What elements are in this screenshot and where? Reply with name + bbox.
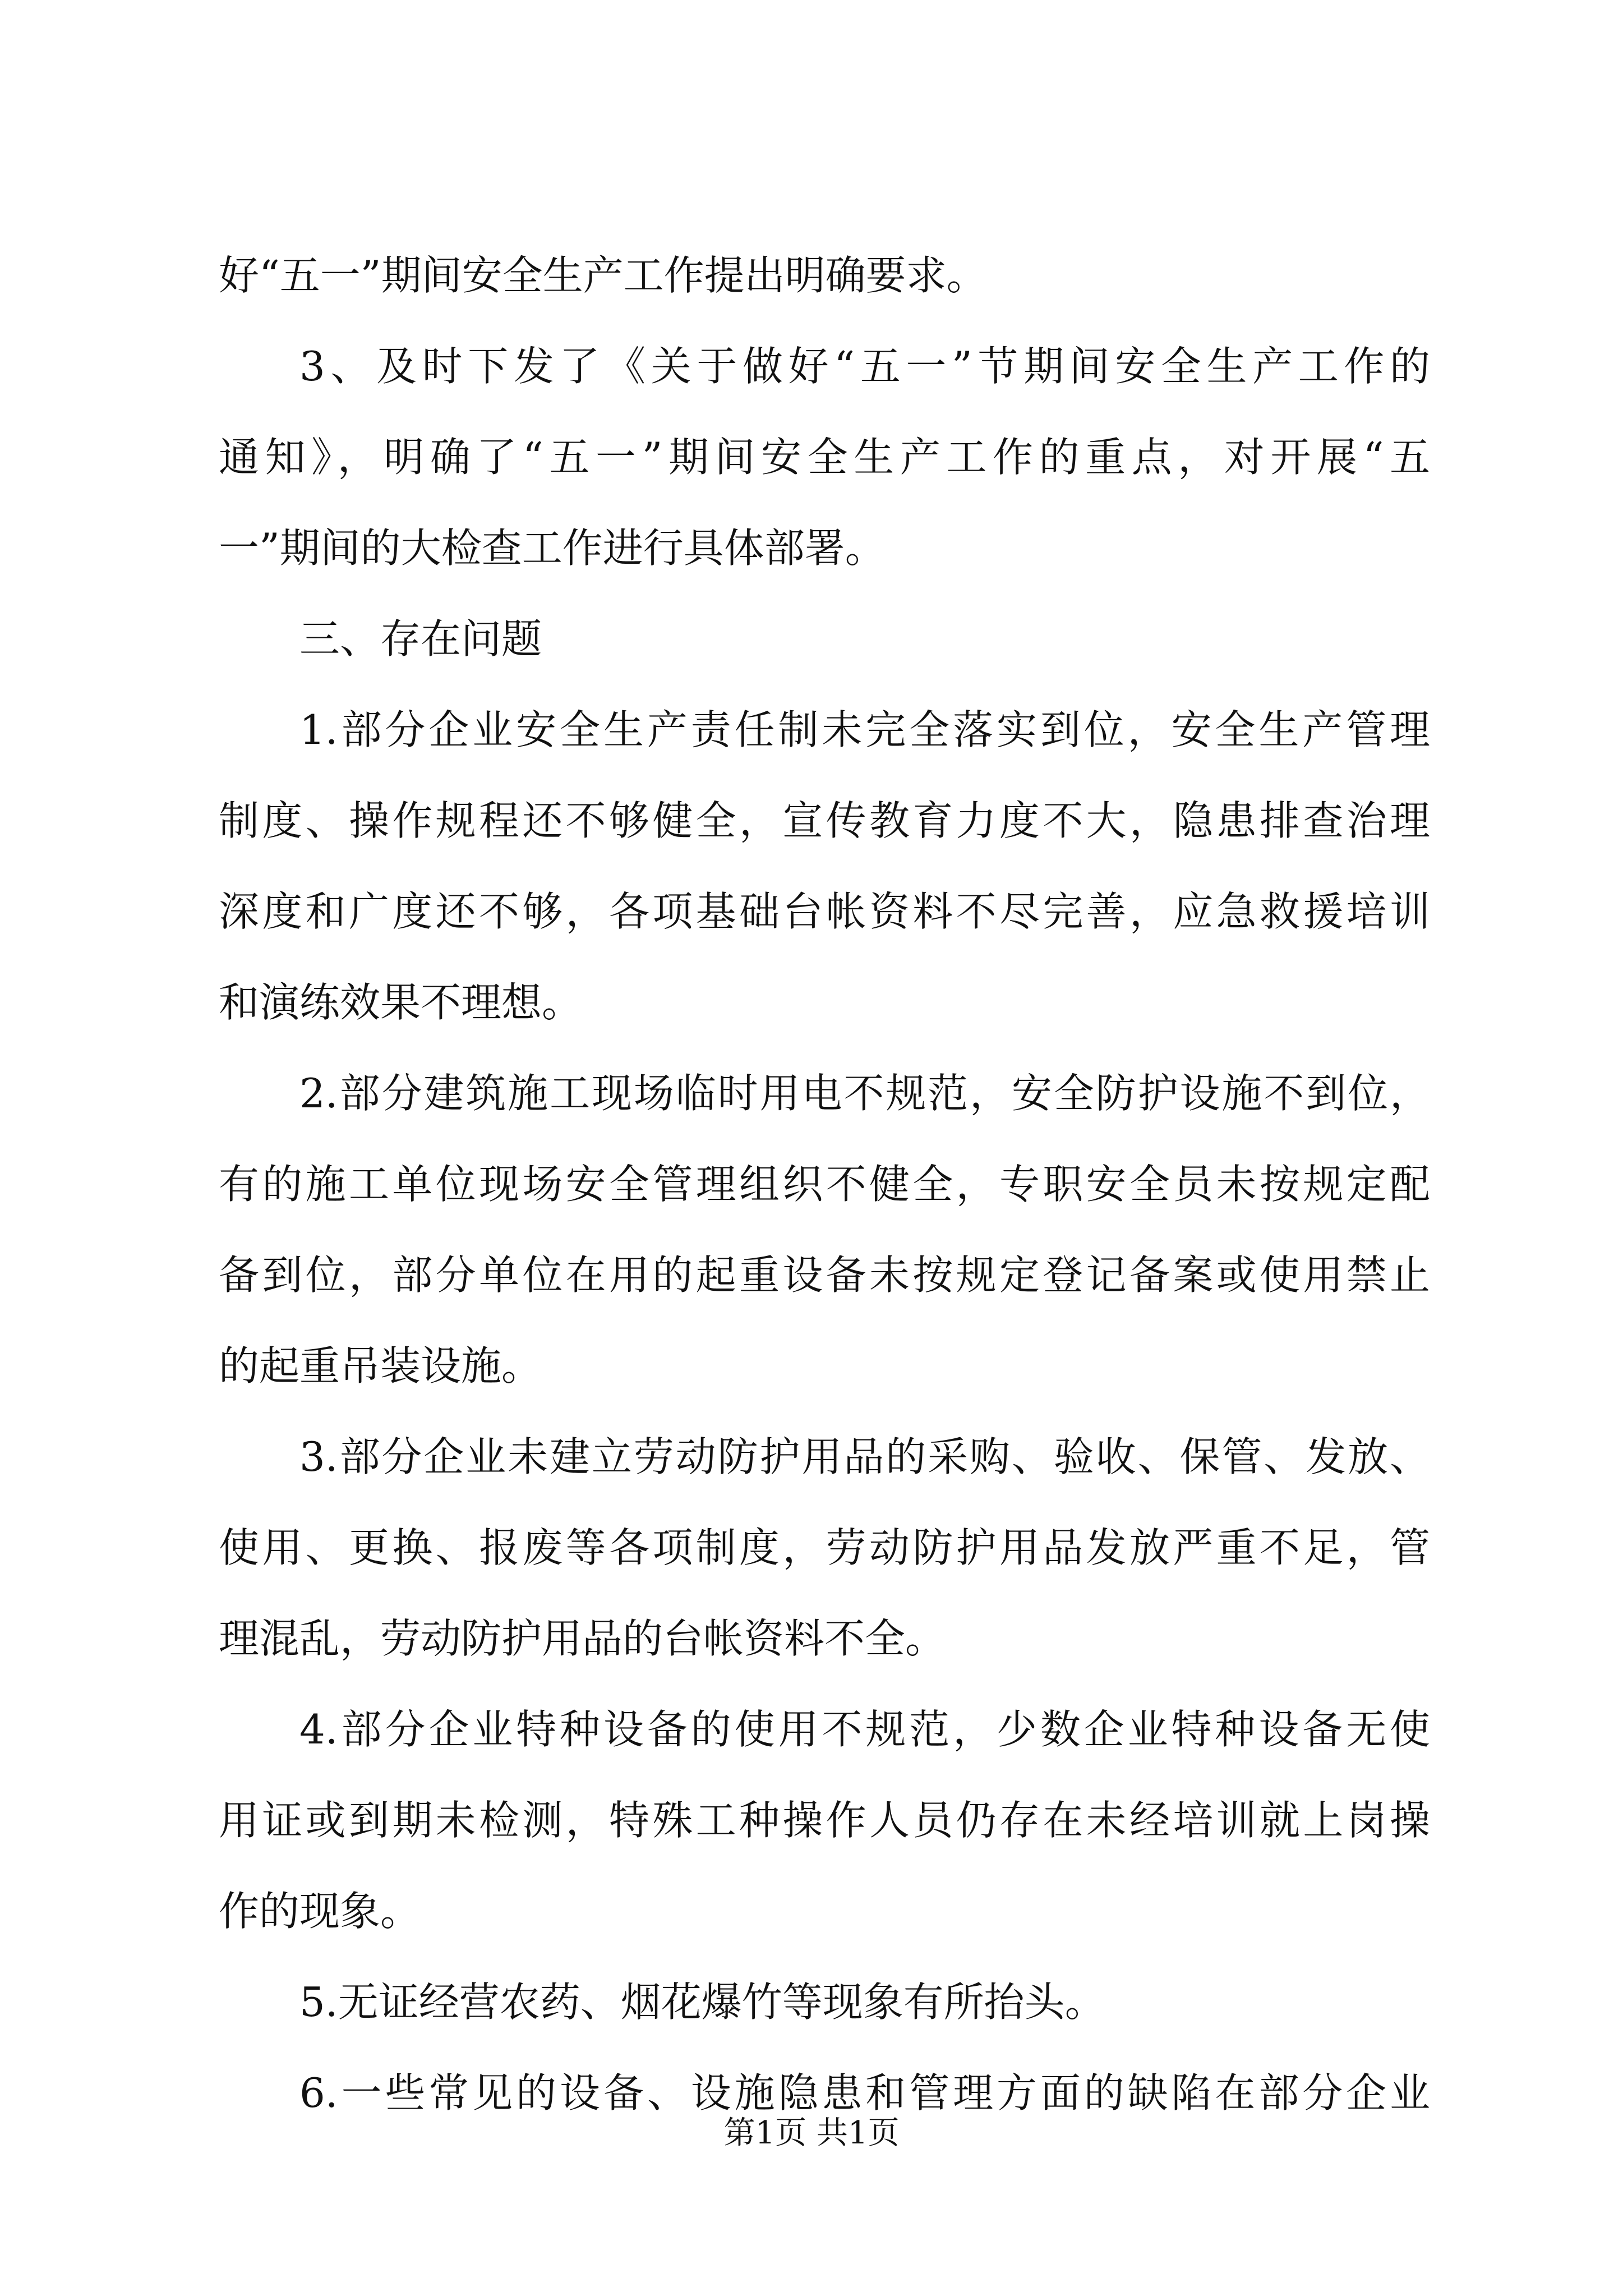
- text-line: 用证或到期未检测，特殊工种操作人员仍存在未经培训就上岗操: [219, 1797, 1430, 1844]
- text-line: 3、及时下发了《关于做好“五一”节期间安全生产工作的: [299, 343, 1430, 390]
- text-line: 有的施工单位现场安全管理组织不健全，专职安全员未按规定配: [219, 1161, 1430, 1208]
- text-line: 1.部分企业安全生产责任制未完全落实到位，安全生产管理: [299, 706, 1430, 753]
- page-footer: 第1页 共1页: [723, 2115, 900, 2151]
- section-heading: 三、存在问题: [299, 615, 542, 662]
- text-line: 作的现象。: [219, 1888, 421, 1935]
- text-line: 一”期间的大检查工作进行具体部署。: [219, 524, 886, 572]
- text-line: 好“五一”期间安全生产工作提出明确要求。: [219, 252, 987, 299]
- text-line: 使用、更换、报废等各项制度，劳动防护用品发放严重不足，管: [219, 1524, 1430, 1571]
- text-line: 深度和广度还不够，各项基础台帐资料不尽完善，应急救援培训: [219, 888, 1430, 935]
- text-line: 通知》，明确了“五一”期间安全生产工作的重点，对开展“五: [219, 434, 1430, 481]
- text-line: 6.一些常见的设备、设施隐患和管理方面的缺陷在部分企业: [299, 2069, 1430, 2116]
- text-line: 的起重吊装设施。: [219, 1342, 542, 1389]
- text-line: 和演练效果不理想。: [219, 979, 583, 1026]
- text-line: 制度、操作规程还不够健全，宣传教育力度不大，隐患排查治理: [219, 797, 1430, 844]
- text-line: 2.部分建筑施工现场临时用电不规范，安全防护设施不到位，: [299, 1070, 1430, 1117]
- text-line: 5.无证经营农药、烟花爆竹等现象有所抬头。: [299, 1978, 1105, 2026]
- text-line: 备到位，部分单位在用的起重设备未按规定登记备案或使用禁止: [219, 1251, 1430, 1299]
- text-line: 理混乱，劳动防护用品的台帐资料不全。: [219, 1615, 946, 1662]
- text-line: 4.部分企业特种设备的使用不规范，少数企业特种设备无使: [299, 1706, 1430, 1753]
- text-line: 3.部分企业未建立劳动防护用品的采购、验收、保管、发放、: [299, 1433, 1430, 1480]
